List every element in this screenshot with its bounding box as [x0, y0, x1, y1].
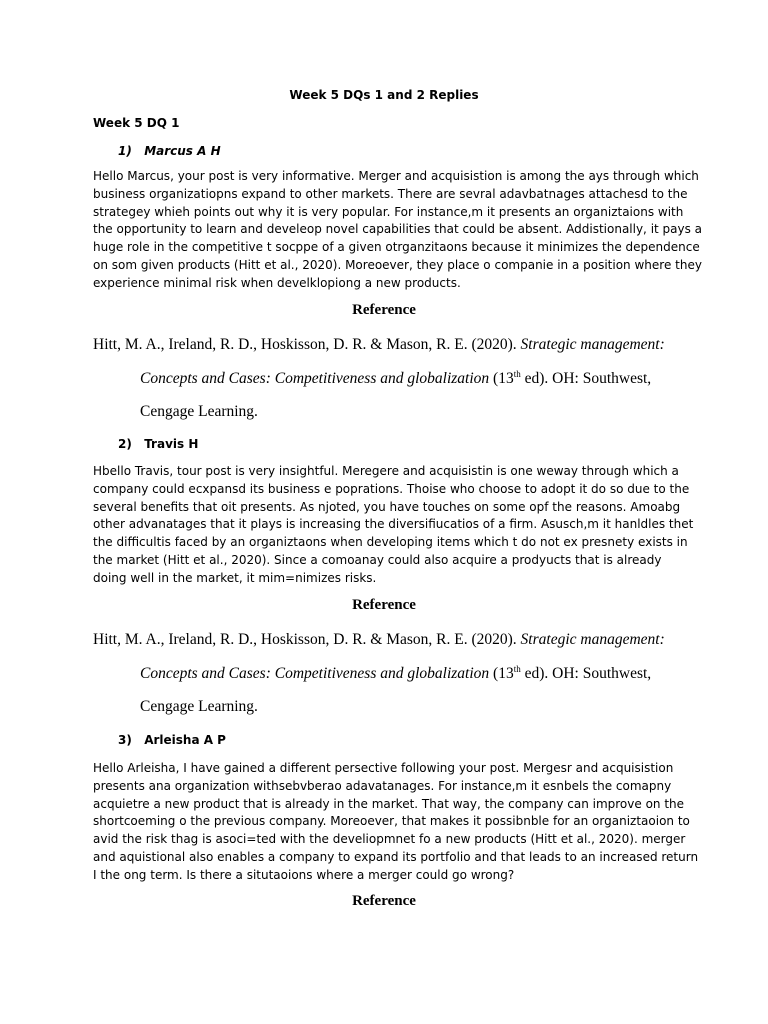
paragraph-line: the market (Hitt et al., 2020). Since a comoanay could also acquire a prodyucts that is already [93, 552, 662, 567]
paragraph-line: doing well in the market, it mim=nimizes risks. [93, 570, 377, 585]
paragraph-line: the difficultis faced by an organiztaons when developing items which t do not ex presnety exists in [93, 535, 688, 550]
paragraph-line: Hbello Travis, tour post is very insightful. Meregere and acquisistin is one weway through which a [93, 464, 679, 478]
reply-name: Travis H [144, 437, 199, 451]
reply-name: Marcus A H [144, 144, 221, 158]
reply-number: 1) [118, 144, 132, 158]
reply-paragraph-3 [93, 760, 699, 885]
paragraph-line: strategey whieh points out why it is very popular. For instance,m it presents an organiztaions with [93, 204, 684, 219]
reference-line-3: Cengage Learning. [140, 403, 258, 420]
reference-line-1: Hitt, M. A., Ireland, R. D., Hoskisson, D. R. & Mason, R. E. (2020). Strategic management: [93, 336, 665, 353]
paragraph-line: experience minimal risk when develklopiong a new products. [93, 275, 461, 290]
reply-number: 3) [118, 733, 132, 747]
paragraph-line: Hello Marcus, your post is very informative. Merger and acquisistion is among the ays through which [93, 169, 699, 183]
paragraph-line: the opportunity to learn and develeop novel capabilities that could be absent. Addistionally, it pays a [93, 222, 703, 237]
paragraph-line: acquietre a new product that is already in the market. That way, the company can improve on the [93, 796, 685, 811]
paragraph-line: shortcoeming o the previous company. Moreoever, that makes it possibnble for an organiztaoion to [93, 814, 690, 829]
reference-heading: Reference [352, 893, 416, 909]
paragraph-line: huge role in the competitive t socppe of a given otrganzitaons because it minimizes the dependence [93, 240, 700, 255]
reference-line-2: Concepts and Cases: Competitiveness and globalization (13th ed). OH: Southwest, [140, 664, 652, 682]
paragraph-line: company could ecxpansd its business e poprations. Thoise who choose to adopt it do so due to the [93, 481, 690, 496]
paragraph-line: other advanatages that it plays is increasing the diversifiucatios of a firm. Asusch,m it hanldles thet [93, 517, 694, 532]
document-title: Week 5 DQs 1 and 2 Replies [289, 88, 479, 102]
paragraph-line: presents ana organization withsebvberao adavatanages. For instance,m it esnbels the comapny [93, 778, 672, 793]
reference-heading: Reference [352, 597, 416, 613]
reply-heading-3 [118, 733, 226, 747]
paragraph-line: avid the risk thag is asoci=ted with the develiopmnet fo a new products (Hitt et al., 2020). merger [93, 832, 686, 847]
paragraph-line: and aquistional also enables a company to expand its portfolio and that leads to an increased return [93, 849, 699, 864]
paragraph-line: I the ong term. Is there a situtaoions where a merger could go wrong? [93, 867, 515, 882]
reply-number: 2) [118, 437, 132, 451]
paragraph-line: Hello Arleisha, I have gained a different persective following your post. Mergesr and acquisistion [93, 761, 674, 775]
reference-line-2: Concepts and Cases: Competitiveness and globalization (13th ed). OH: Southwest, [140, 369, 652, 387]
paragraph-line: several benefits that oit presents. As njoted, you have touches on some opf the reasons. Amoabg [93, 499, 681, 514]
reply-paragraph-2 [93, 463, 694, 588]
paragraph-line: on som given products (Hitt et al., 2020). Moreoever, they place o companie in a position where they [93, 257, 702, 272]
reference-line-3: Cengage Learning. [140, 698, 258, 715]
reply-heading-1 [118, 144, 221, 158]
dq-heading: Week 5 DQ 1 [93, 116, 180, 130]
reply-paragraph-1 [93, 168, 703, 293]
reply-heading-2 [118, 437, 198, 451]
reference-heading: Reference [352, 302, 416, 318]
reply-name: Arleisha A P [144, 733, 226, 747]
paragraph-line: business organizatiopns expand to other markets. There are sevral adavbatnages attachesd to the [93, 186, 688, 201]
reference-line-1: Hitt, M. A., Ireland, R. D., Hoskisson, D. R. & Mason, R. E. (2020). Strategic management: [93, 631, 665, 648]
